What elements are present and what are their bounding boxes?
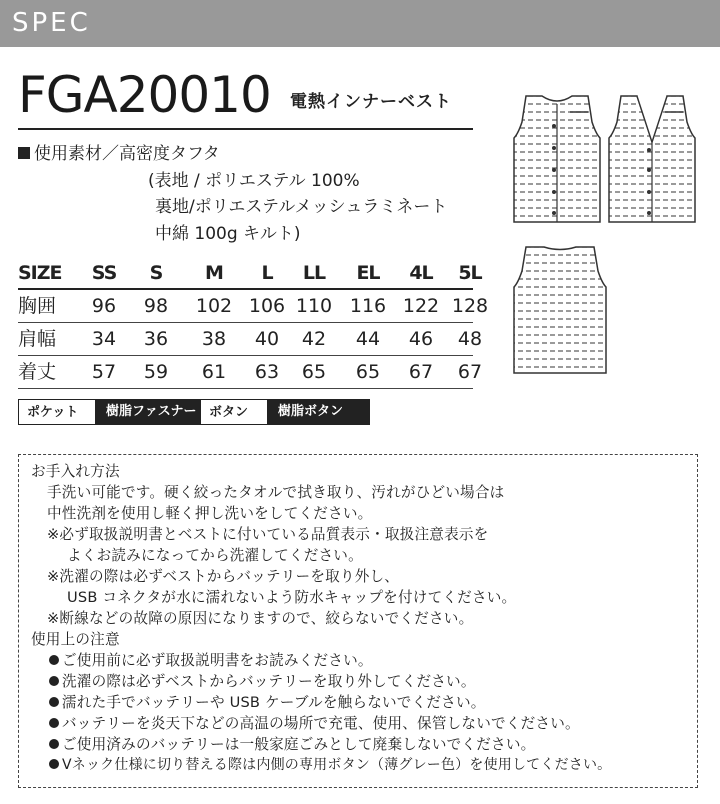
size-row-label: 肩幅 <box>18 328 57 350</box>
care-title: お手入れ方法 <box>31 463 120 480</box>
size-table <box>18 258 489 389</box>
usage-text: 洗濯の際は必ずベストからバッテリーを取り外してください。 <box>62 673 476 690</box>
product-name: 電熱インナーベスト <box>290 92 452 112</box>
pocket-tag-label: ポケット <box>18 399 96 425</box>
material-line-1: 使用素材／高密度タフタ <box>34 144 220 164</box>
usage-item <box>49 649 373 670</box>
size-cell: 61 <box>201 361 227 383</box>
size-cell: 67 <box>408 361 434 383</box>
care-line: ※断線などの故障の原因になりますので、絞らないでください。 <box>47 610 474 627</box>
size-cell: 59 <box>143 361 169 383</box>
size-header-5l: 5L <box>458 262 482 284</box>
size-cell: 34 <box>91 328 117 350</box>
size-header-ss: SS <box>91 262 117 284</box>
size-header-el: EL <box>356 262 380 284</box>
square-bullet-icon <box>18 147 30 159</box>
material-block <box>18 141 447 247</box>
size-cell: 36 <box>143 328 169 350</box>
usage-item <box>49 733 535 754</box>
size-cell: 40 <box>254 328 280 350</box>
title-underline <box>18 128 473 130</box>
care-line: USB コネクタが水に濡れないよう防水キャップを付けてください。 <box>67 589 517 606</box>
usage-text: Vネック仕様に切り替える際は内側の専用ボタン（薄グレー色）を使用してください。 <box>62 757 612 773</box>
bullet-icon <box>49 718 59 728</box>
care-instructions-box <box>18 454 698 788</box>
size-row-length <box>18 356 483 389</box>
size-header-s: S <box>149 262 163 284</box>
usage-text: ご使用済みのバッテリーは一般家庭ごみとして廃棄しないでください。 <box>62 736 536 753</box>
size-cell: 42 <box>301 328 327 350</box>
bullet-icon <box>49 676 59 686</box>
bullet-icon <box>49 655 59 665</box>
bullet-icon <box>49 739 59 749</box>
bullet-icon <box>49 697 59 707</box>
size-row-shoulder <box>18 323 483 356</box>
size-cell: 106 <box>248 295 286 317</box>
size-row-label: 胸囲 <box>18 295 57 317</box>
size-header-ll: LL <box>302 262 326 284</box>
usage-item <box>49 754 611 774</box>
care-line: よくお読みになってから洗濯してください。 <box>67 547 363 564</box>
size-cell: 46 <box>408 328 434 350</box>
usage-item <box>49 670 476 691</box>
material-line-4: 中綿 100g キルト) <box>155 223 301 244</box>
spec-title: SPEC <box>12 8 91 38</box>
size-header-l: L <box>261 262 273 284</box>
size-cell: 122 <box>402 295 440 317</box>
model-number: FGA20010 <box>18 66 271 124</box>
vest-front-vneck-illustration <box>607 92 697 227</box>
spec-header-bar <box>0 0 720 47</box>
vest-front-crew-illustration <box>512 92 602 227</box>
size-cell: 48 <box>457 328 483 350</box>
usage-item <box>49 712 580 733</box>
usage-text: 濡れた手でバッテリーや USB ケーブルを触らないでください。 <box>62 694 486 711</box>
usage-item <box>49 691 486 712</box>
pocket-tag-value: 樹脂ファスナー <box>96 399 212 425</box>
size-cell: 44 <box>355 328 381 350</box>
size-cell: 38 <box>201 328 227 350</box>
size-cell: 63 <box>254 361 280 383</box>
bullet-icon <box>49 759 59 769</box>
size-cell: 96 <box>91 295 117 317</box>
usage-title: 使用上の注意 <box>31 631 120 648</box>
size-cell: 65 <box>355 361 381 383</box>
care-line: ※洗濯の際は必ずベストからバッテリーを取り外し、 <box>47 568 400 585</box>
size-row-chest <box>18 290 489 323</box>
size-header-4l: 4L <box>409 262 433 284</box>
vest-back-illustration <box>510 243 610 378</box>
size-table-header <box>18 258 482 290</box>
size-cell: 116 <box>349 295 387 317</box>
care-line: 中性洗剤を使用し軽く押し洗いをしてください。 <box>47 505 373 522</box>
size-header-m: M <box>205 262 223 284</box>
size-row-label: 着丈 <box>18 361 57 383</box>
size-cell: 67 <box>457 361 483 383</box>
size-header-label: SIZE <box>18 262 62 284</box>
care-line: 手洗い可能です。硬く絞ったタオルで拭き取り、汚れがひどい場合は <box>47 484 505 501</box>
usage-text: バッテリーを炎天下などの高温の場所で充電、使用、保管しないでください。 <box>62 715 580 732</box>
size-cell: 128 <box>451 295 489 317</box>
care-line: ※必ず取扱説明書とベストに付いている品質表示・取扱注意表示を <box>47 526 489 543</box>
button-tag-label: ボタン <box>200 399 268 425</box>
size-cell: 57 <box>91 361 117 383</box>
material-line-2: (表地 / ポリエステル 100% <box>148 170 360 191</box>
button-tag-value: 樹脂ボタン <box>268 399 370 425</box>
size-cell: 65 <box>301 361 327 383</box>
size-cell: 98 <box>143 295 169 317</box>
size-cell: 102 <box>195 295 233 317</box>
usage-text: ご使用前に必ず取扱説明書をお読みください。 <box>62 652 373 669</box>
material-line-3: 裏地/ポリエステルメッシュラミネート <box>155 197 448 217</box>
size-cell: 110 <box>295 295 333 317</box>
